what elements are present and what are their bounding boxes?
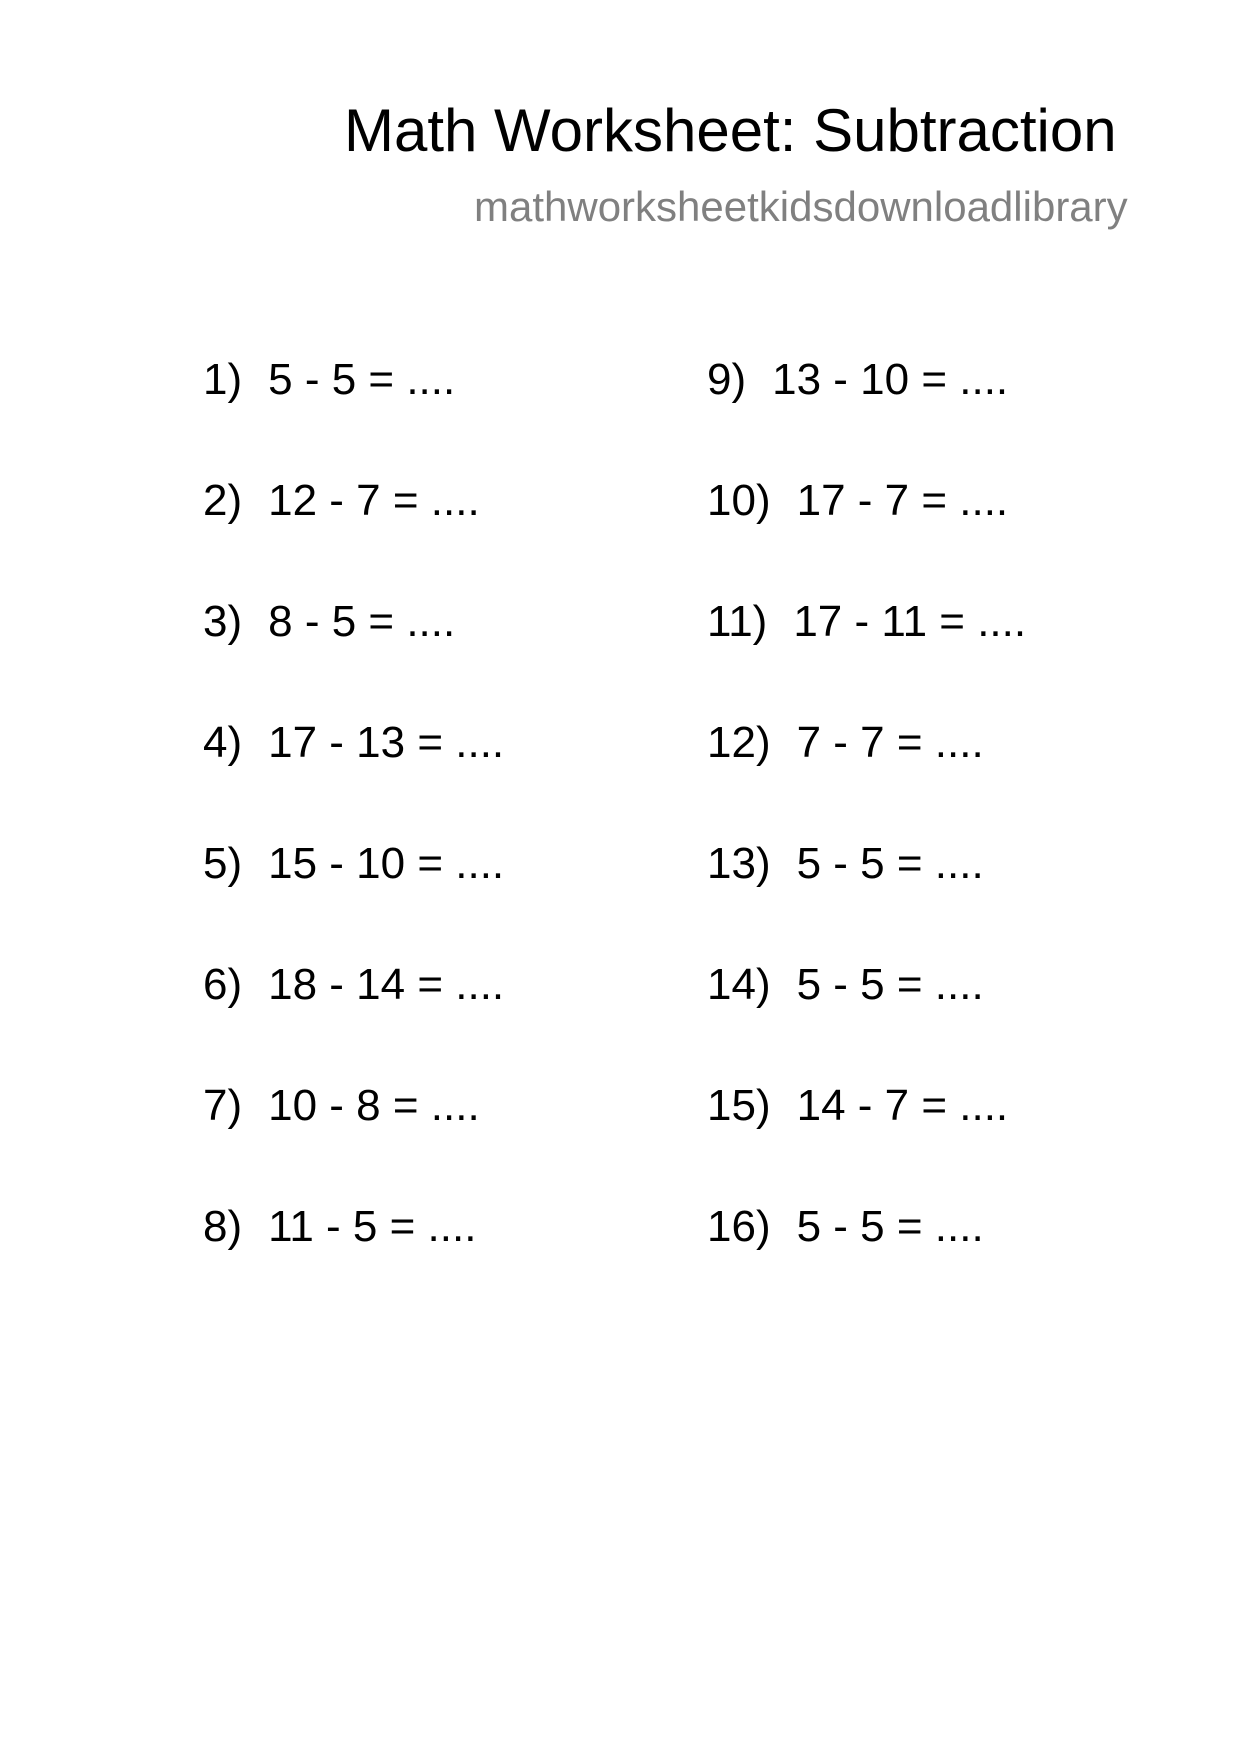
problem-expression: 5 - 5 = .... — [796, 839, 984, 888]
problem-item — [203, 834, 504, 955]
problem-expression: 7 - 7 = .... — [796, 718, 984, 767]
problem-item — [707, 955, 1026, 1076]
problems-column-left — [203, 350, 504, 1318]
problem-expression: 5 - 5 = .... — [268, 355, 456, 404]
site-subtitle: mathworksheetkidsdownloadlibrary — [474, 183, 1128, 230]
problem-expression: 18 - 14 = .... — [268, 960, 505, 1009]
problem-item — [707, 1197, 1026, 1318]
problem-number: 2) — [203, 476, 243, 525]
problem-expression: 14 - 7 = .... — [796, 1081, 1009, 1130]
problem-expression: 13 - 10 = .... — [772, 355, 1009, 404]
problem-item — [203, 955, 504, 1076]
problem-item — [707, 1076, 1026, 1197]
problem-item — [707, 350, 1026, 471]
problem-number: 1) — [203, 355, 243, 404]
problem-item — [203, 713, 504, 834]
problem-number: 7) — [203, 1081, 243, 1130]
problem-expression: 5 - 5 = .... — [796, 960, 984, 1009]
problem-expression: 12 - 7 = .... — [268, 476, 480, 525]
problem-item — [707, 592, 1026, 713]
problem-number: 9) — [707, 355, 747, 404]
problem-number: 8) — [203, 1202, 243, 1251]
problem-item — [707, 471, 1026, 592]
problem-item — [203, 592, 504, 713]
problem-item — [203, 1076, 504, 1197]
problem-number: 14) — [707, 960, 771, 1009]
problem-number: 4) — [203, 718, 243, 767]
problems-column-right — [707, 350, 1026, 1318]
problem-expression: 17 - 13 = .... — [268, 718, 505, 767]
problem-item — [707, 834, 1026, 955]
problem-number: 3) — [203, 597, 243, 646]
problem-expression: 8 - 5 = .... — [268, 597, 456, 646]
page-title: Math Worksheet: Subtraction — [344, 97, 1117, 164]
problem-expression: 17 - 7 = .... — [796, 476, 1009, 525]
problem-number: 10) — [707, 476, 771, 525]
problem-expression: 5 - 5 = .... — [796, 1202, 984, 1251]
problem-expression: 10 - 8 = .... — [268, 1081, 480, 1130]
problem-number: 5) — [203, 839, 243, 888]
problem-item — [203, 1197, 504, 1318]
problem-expression: 15 - 10 = .... — [268, 839, 505, 888]
problem-expression: 17 - 11 = .... — [793, 597, 1027, 646]
problem-number: 15) — [707, 1081, 771, 1130]
problem-item — [707, 713, 1026, 834]
problem-item — [203, 471, 504, 592]
problem-expression: 11 - 5 = .... — [268, 1202, 477, 1251]
problem-number: 16) — [707, 1202, 771, 1251]
problem-number: 6) — [203, 960, 243, 1009]
problem-number: 12) — [707, 718, 771, 767]
problem-number: 11) — [707, 597, 768, 646]
problem-number: 13) — [707, 839, 771, 888]
problem-item — [203, 350, 504, 471]
